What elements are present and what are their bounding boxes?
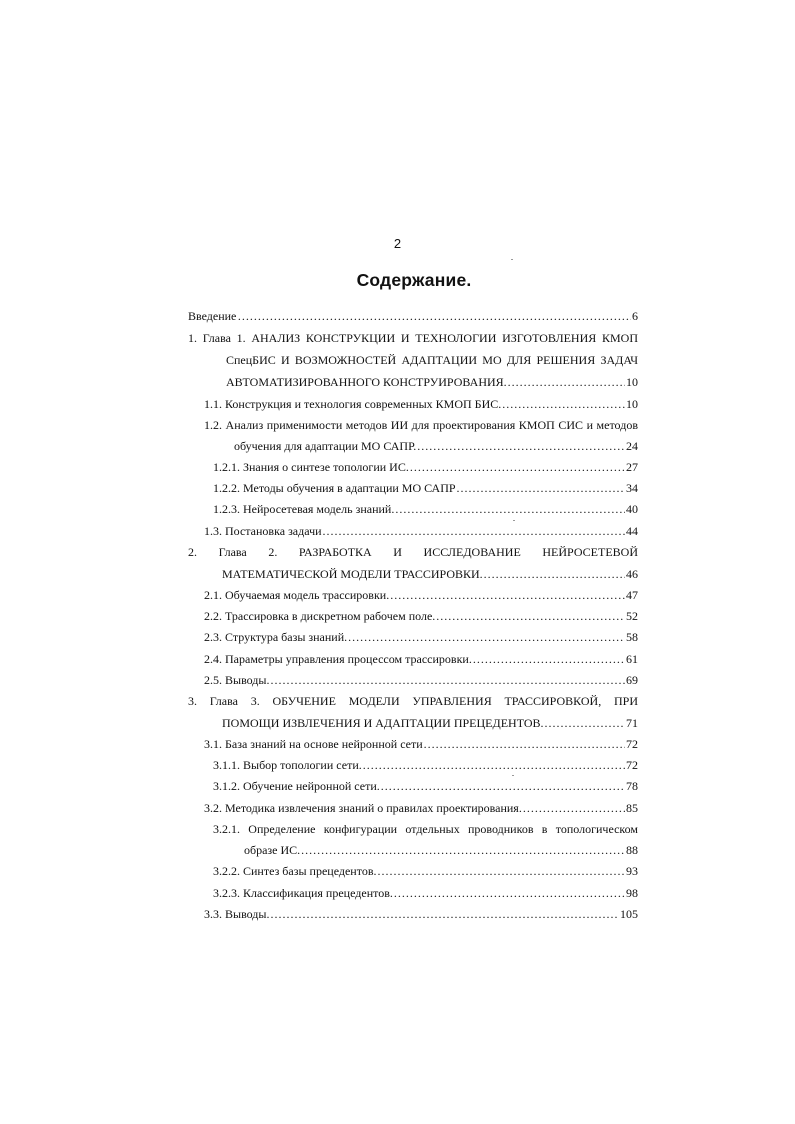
- toc-page: 10: [626, 397, 638, 411]
- toc-entry-2-5[interactable]: [204, 671, 638, 689]
- dot-leader: [381, 777, 625, 795]
- toc-label: 3.3. Выводы.: [204, 907, 270, 921]
- toc-label: АВТОМАТИЗИРОВАННОГО КОНСТРУИРОВАНИЯ.: [226, 375, 507, 389]
- dot-leader: [270, 905, 619, 923]
- toc-entry-1-1[interactable]: [204, 395, 638, 413]
- toc-entry-1-2-line-1[interactable]: 1.2. Анализ применимости методов ИИ для проектирования КМОП СИС и методов: [204, 418, 638, 432]
- toc-page: 24: [626, 439, 638, 453]
- toc-chapter-1-line-1[interactable]: 1. Глава 1. АНАЛИЗ КОНСТРУКЦИИ И ТЕХНОЛОГИИ ИЗГОТОВЛЕНИЯ КМОП: [188, 331, 638, 345]
- dot-leader: [484, 565, 625, 583]
- dot-leader: [270, 671, 625, 689]
- toc-entry-intro[interactable]: [188, 307, 638, 325]
- toc-page: 46: [626, 567, 638, 581]
- toc-entry-1-2-3[interactable]: [213, 500, 638, 518]
- toc-label: 2.2. Трассировка в дискретном рабочем поле.: [204, 609, 436, 623]
- dot-leader: [237, 307, 631, 325]
- toc-label: обучения для адаптации МО САПР.: [234, 439, 417, 453]
- dot-leader: [508, 373, 625, 391]
- toc-chapter-1-line-2[interactable]: СпецБИС И ВОЗМОЖНОСТЕЙ АДАПТАЦИИ МО ДЛЯ РЕШЕНИЯ ЗАДАЧ: [226, 353, 638, 367]
- toc-page: 61: [626, 652, 638, 666]
- toc-chapter-2-line-1[interactable]: 2. Глава 2. РАЗРАБОТКА И ИССЛЕДОВАНИЕ НЕЙРОСЕТЕВОЙ: [188, 545, 638, 559]
- toc-page: 47: [626, 588, 638, 602]
- toc-entry-3-3[interactable]: [204, 905, 638, 923]
- toc-label: Введение: [188, 309, 237, 323]
- toc-label: ПОМОЩИ ИЗВЛЕЧЕНИЯ И АДАПТАЦИИ ПРЕЦЕДЕНТОВ.: [222, 716, 544, 730]
- dot-leader: [424, 735, 625, 753]
- toc-entry-3-1-1[interactable]: [213, 756, 638, 774]
- toc-chapter-2-line-2[interactable]: [222, 565, 638, 583]
- toc-entry-2-3[interactable]: [204, 628, 638, 646]
- toc-label: образе ИС.: [244, 843, 301, 857]
- toc-label: 3.1.1. Выбор топологии сети.: [213, 758, 362, 772]
- toc-entry-2-4[interactable]: [204, 650, 638, 668]
- dot-leader: [390, 586, 625, 604]
- toc-label: 1.2.1. Знания о синтезе топологии ИС.: [213, 460, 409, 474]
- toc-entry-2-2[interactable]: [204, 607, 638, 625]
- toc-page: 10: [626, 375, 638, 389]
- toc-entry-1-2-1[interactable]: [213, 458, 638, 476]
- page-number: 2: [393, 236, 402, 251]
- dot-leader: [301, 841, 625, 859]
- toc-label: 3.1. База знаний на основе нейронной сети: [204, 737, 423, 751]
- toc-label: МАТЕМАТИЧЕСКОЙ МОДЕЛИ ТРАССИРОВКИ.: [222, 567, 483, 581]
- scan-speck: [513, 520, 515, 521]
- dot-leader: [394, 884, 625, 902]
- toc-chapter-3-line-1[interactable]: 3. Глава 3. ОБУЧЕНИЕ МОДЕЛИ УПРАВЛЕНИЯ ТРАССИРОВКОЙ, ПРИ: [188, 694, 638, 708]
- toc-page: 6: [632, 309, 638, 323]
- toc-label: 2.3. Структура базы знаний.: [204, 630, 348, 644]
- toc-page: 58: [626, 630, 638, 644]
- toc-entry-3-2-2[interactable]: [213, 862, 638, 880]
- toc-page: 85: [626, 801, 638, 815]
- toc-label: 1.2.2. Методы обучения в адаптации МО САПР: [213, 481, 456, 495]
- toc-page: 98: [626, 886, 638, 900]
- toc-page: 93: [626, 864, 638, 878]
- toc-entry-3-1-2[interactable]: [213, 777, 638, 795]
- toc-label: 1.1. Конструкция и технология современных КМОП БИС.: [204, 397, 502, 411]
- toc-page: 78: [626, 779, 638, 793]
- toc-entry-3-2-1-line-1[interactable]: 3.2.1. Определение конфигурации отдельных проводников в топологическом: [213, 822, 638, 836]
- dot-leader: [436, 607, 625, 625]
- toc-page: 72: [626, 758, 638, 772]
- toc-label: 3.2. Методика извлечения знаний о правилах проектирования.: [204, 801, 522, 815]
- toc-page: 44: [626, 524, 638, 538]
- dot-leader: [395, 500, 625, 518]
- toc-entry-3-2[interactable]: [204, 799, 638, 817]
- toc-label: 1.3. Постановка задачи: [204, 524, 322, 538]
- dot-leader: [502, 395, 625, 413]
- scan-speck: [511, 259, 513, 260]
- toc-chapter-1-line-3[interactable]: [226, 373, 638, 391]
- dot-leader: [410, 458, 625, 476]
- dot-leader: [545, 714, 625, 732]
- dot-leader: [457, 479, 625, 497]
- dot-leader: [417, 437, 625, 455]
- toc-page: 40: [626, 502, 638, 516]
- dot-leader: [363, 756, 625, 774]
- toc-label: 1.2.3. Нейросетевая модель знаний.: [213, 502, 395, 516]
- toc-entry-3-1[interactable]: [204, 735, 638, 753]
- toc-page: 69: [626, 673, 638, 687]
- scan-speck: [512, 775, 514, 776]
- toc-entry-2-1[interactable]: [204, 586, 638, 604]
- dot-leader: [323, 522, 625, 540]
- toc-label: 2.4. Параметры управления процессом трассировки.: [204, 652, 472, 666]
- toc-label: 2.5. Выводы.: [204, 673, 270, 687]
- toc-label: 3.1.2. Обучение нейронной сети.: [213, 779, 380, 793]
- toc-page: 27: [626, 460, 638, 474]
- toc-entry-1-2-line-2[interactable]: [234, 437, 638, 455]
- dot-leader: [473, 650, 625, 668]
- toc-entry-3-2-1-line-2[interactable]: [244, 841, 638, 859]
- toc-page: 88: [626, 843, 638, 857]
- page-title: Содержание.: [356, 270, 472, 290]
- toc-label: 3.2.2. Синтез базы прецедентов.: [213, 864, 377, 878]
- dot-leader: [523, 799, 625, 817]
- toc-page: 72: [626, 737, 638, 751]
- toc-entry-1-2-2[interactable]: [213, 479, 638, 497]
- toc-entry-3-2-3[interactable]: [213, 884, 638, 902]
- toc-page: 34: [626, 481, 638, 495]
- toc-entry-1-3[interactable]: [204, 522, 638, 540]
- toc-label: 3.2.3. Классификация прецедентов.: [213, 886, 393, 900]
- toc-page: 105: [620, 907, 638, 921]
- toc-chapter-3-line-2[interactable]: [222, 714, 638, 732]
- dot-leader: [348, 628, 625, 646]
- toc-label: 2.1. Обучаемая модель трассировки.: [204, 588, 390, 602]
- dot-leader: [377, 862, 625, 880]
- toc-page: 52: [626, 609, 638, 623]
- toc-page: 71: [626, 716, 638, 730]
